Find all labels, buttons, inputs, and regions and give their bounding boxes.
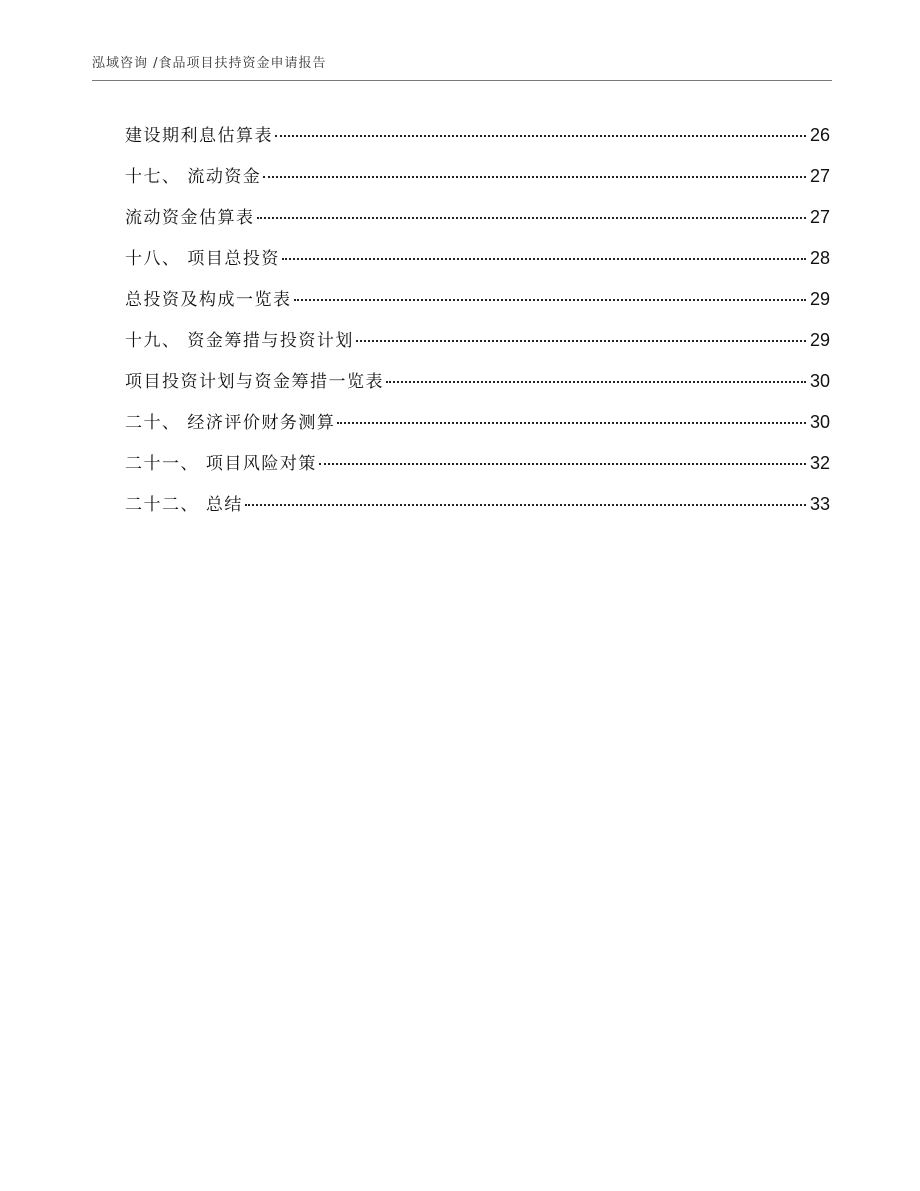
toc-entry-page: 26 — [809, 125, 830, 145]
table-of-contents — [125, 122, 830, 532]
toc-entry[interactable] — [125, 368, 830, 409]
toc-entry-page: 33 — [809, 494, 830, 514]
header-text: 泓域咨询 /食品项目扶持资金申请报告 — [92, 56, 327, 71]
toc-entry-page: 30 — [809, 371, 830, 391]
toc-entry-title: 十七、 流动资金 — [125, 167, 262, 187]
toc-dot-leader — [294, 299, 807, 301]
toc-entry[interactable] — [125, 327, 830, 368]
toc-entry-page: 32 — [809, 453, 830, 473]
toc-dot-leader — [386, 381, 806, 383]
toc-entry[interactable] — [125, 286, 830, 327]
page-header — [92, 56, 832, 81]
toc-entry[interactable] — [125, 163, 830, 204]
toc-dot-leader — [257, 217, 807, 219]
toc-entry-page: 27 — [809, 207, 830, 227]
toc-entry-page: 28 — [809, 248, 830, 268]
toc-dot-leader — [275, 135, 806, 137]
toc-entry-title: 十九、 资金筹措与投资计划 — [125, 331, 354, 351]
toc-entry-page: 30 — [809, 412, 830, 432]
toc-entry[interactable] — [125, 122, 830, 163]
toc-entry-page: 29 — [809, 289, 830, 309]
toc-dot-leader — [337, 422, 806, 424]
toc-entry[interactable] — [125, 491, 830, 532]
toc-entry-page: 27 — [809, 166, 830, 186]
toc-entry-title: 二十一、 项目风险对策 — [125, 454, 317, 474]
toc-entry-title: 总投资及构成一览表 — [125, 290, 292, 310]
toc-dot-leader — [319, 463, 806, 465]
toc-entry-title: 十八、 项目总投资 — [125, 249, 280, 269]
toc-entry[interactable] — [125, 450, 830, 491]
toc-dot-leader — [282, 258, 806, 260]
toc-entry-title: 项目投资计划与资金筹措一览表 — [125, 372, 384, 392]
toc-entry-title: 流动资金估算表 — [125, 208, 255, 228]
toc-entry[interactable] — [125, 204, 830, 245]
toc-dot-leader — [263, 176, 806, 178]
toc-entry-page: 29 — [809, 330, 830, 350]
toc-entry-title: 建设期利息估算表 — [125, 126, 273, 146]
toc-entry[interactable] — [125, 409, 830, 450]
toc-dot-leader — [245, 504, 806, 506]
toc-entry[interactable] — [125, 245, 830, 286]
toc-dot-leader — [356, 340, 806, 342]
toc-entry-title: 二十二、 总结 — [125, 495, 243, 515]
toc-entry-title: 二十、 经济评价财务测算 — [125, 413, 336, 433]
